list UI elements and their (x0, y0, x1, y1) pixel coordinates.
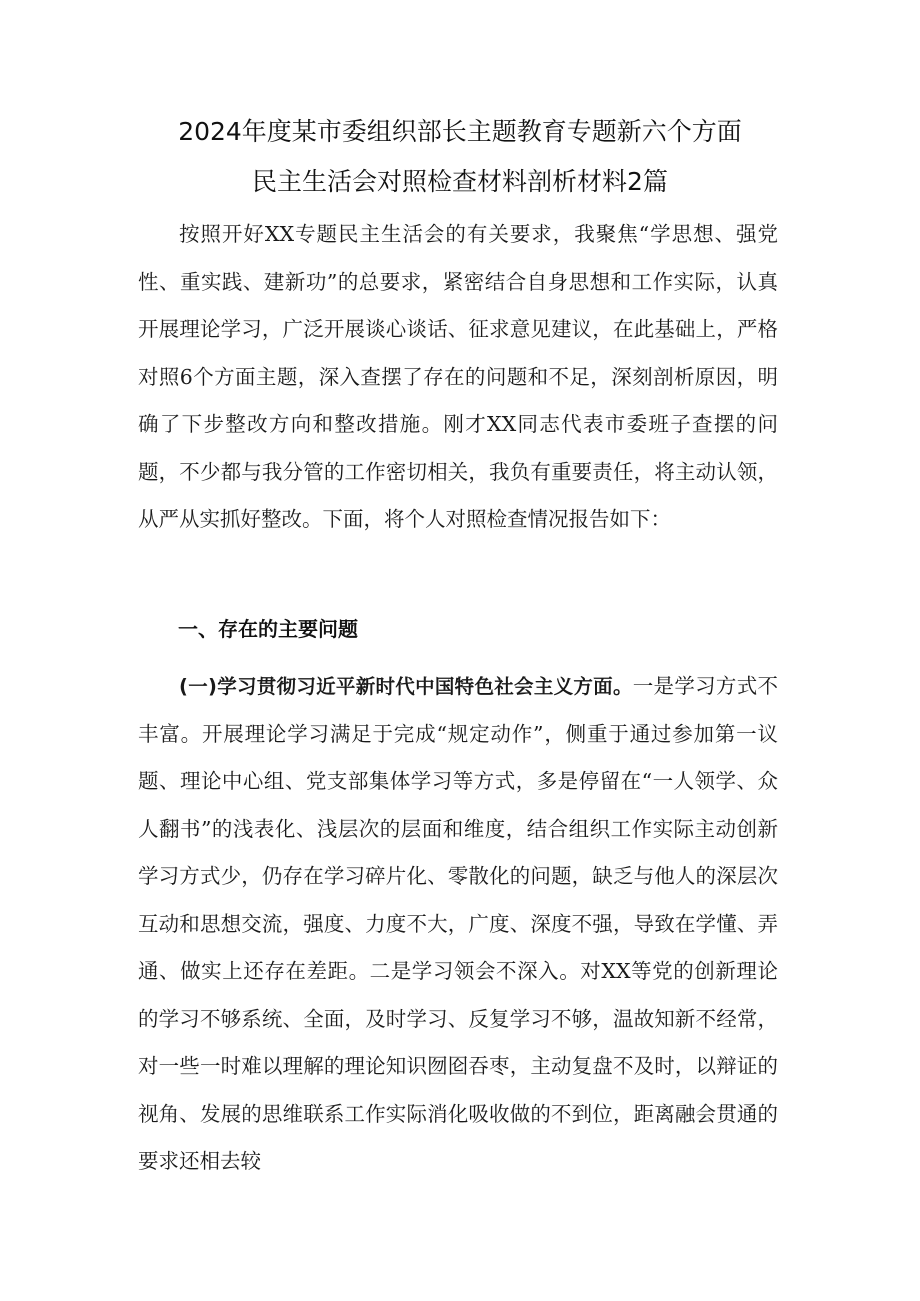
intro-block (138, 211, 778, 544)
subsection-paragraph (138, 663, 778, 1186)
subsection-body: 一是学习方式不丰富。开展理论学习满足于完成“规定动作”，侧重于通过参加第一议题、理论中心组、党支部集体学习等方式，多是停留在“一人领学、众人翻书”的浅表化、浅层次的层面和维度，结合组织工作实际主动创新学习方式少，仍存在学习碎片化、零散化的问题，缺乏与他人的深层次互动和思想交流，强度、力度不大，广度、深度不强，导致在学懂、弄通、做实上还存在差距。二是学习领会不深入。对XX等党的创新理论的学习不够系统、全面，及时学习、反复学习不够，温故知新不经常，对一些一时难以理解的理论知识囫囵吞枣，主动复盘不及时，以辩证的视角、发展的思维联系工作实际消化吸收做的不到位，距离融会贯通的要求还相去较 (138, 674, 778, 1173)
section-heading: 一、存在的主要问题 (178, 617, 358, 641)
subsection-block (138, 663, 778, 1186)
document-title-line-1: 2024年度某市委组织部长主题教育专题新六个方面 (178, 117, 742, 146)
intro-paragraph: 按照开好XX专题民主生活会的有关要求，我聚焦“学思想、强党性、重实践、建新功”的总要求，紧密结合自身思想和工作实际，认真开展理论学习，广泛开展谈心谈话、征求意见建议，在此基础上，严格对照6个方面主题，深入查摆了存在的问题和不足，深刻剖析原因，明确了下步整改方向和整改措施。刚才XX同志代表市委班子查摆的问题，不少都与我分管的工作密切相关，我负有重要责任，将主动认领，从严从实抓好整改。下面，将个人对照检查情况报告如下： (138, 222, 778, 531)
document-title-line-2: 民主生活会对照检查材料剖析材料2篇 (252, 167, 668, 196)
subsection-lead: (一)学习贯彻习近平新时代中国特色社会主义方面。 (179, 675, 633, 698)
